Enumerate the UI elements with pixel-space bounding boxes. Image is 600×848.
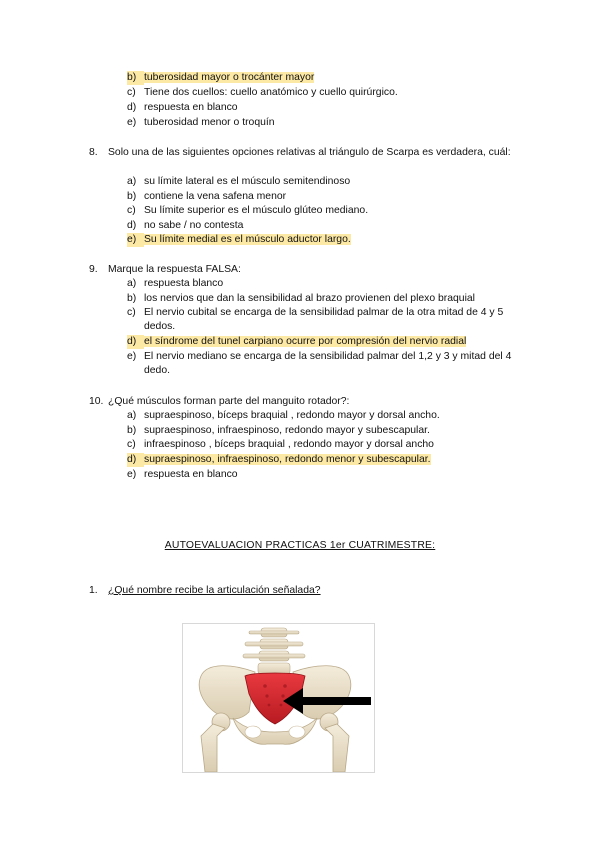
q10-option-a: a) supraespinoso, bíceps braquial , redondo mayor y dorsal ancho. bbox=[127, 410, 440, 421]
q8-option-c: c) Su límite superior es el músculo glúteo mediano. bbox=[127, 205, 369, 216]
q9-option-d: d) el síndrome del tunel carpiano ocurre por compresión del nervio radial bbox=[127, 336, 467, 347]
q8-option-b: b) contiene la vena safena menor bbox=[127, 191, 287, 202]
q10-option-e: e) respuesta en blanco bbox=[127, 469, 238, 480]
q9-option-a: a) respuesta blanco bbox=[127, 278, 224, 289]
q10-option-d: d) supraespinoso, infraespinoso, redondo menor y subescapular. bbox=[127, 454, 431, 465]
q10-option-b: b) supraespinoso, infraespinoso, redondo mayor y subescapular. bbox=[127, 425, 430, 436]
q7-option-d: d) respuesta en blanco bbox=[127, 102, 238, 113]
section-title: AUTOEVALUACION PRACTICAS 1er CUATRIMESTRE: bbox=[164, 540, 436, 551]
lumbar-spine bbox=[243, 628, 305, 674]
question-8: 8. Solo una de las siguientes opciones relativas al triángulo de Scarpa es verdadera, cuál: bbox=[89, 147, 511, 158]
practice-question-1: 1. ¿Qué nombre recibe la articulación señalada? bbox=[89, 585, 321, 596]
q9-option-b: b) los nervios que dan la sensibilidad al brazo provienen del plexo braquial bbox=[127, 293, 475, 304]
question-10: 10. ¿Qué músculos forman parte del manguito rotador?: bbox=[89, 396, 350, 407]
q8-option-d: d) no sabe / no contesta bbox=[127, 220, 244, 231]
q7-option-b: b) tuberosidad mayor o trocánter mayor bbox=[127, 72, 315, 83]
q7-option-c: c) Tiene dos cuellos: cuello anatómico y cuello quirúrgico. bbox=[127, 87, 398, 98]
q9-option-e: e) El nervio mediano se encarga de la sensibilidad palmar del 1,2 y 3 y mitad del 4 dedo. bbox=[127, 351, 512, 376]
pelvis-anatomy-illustration-icon bbox=[183, 624, 374, 772]
q7-option-e: e) tuberosidad menor o troquín bbox=[127, 117, 275, 128]
q8-option-e: e) Su límite medial es el músculo aductor largo. bbox=[127, 234, 351, 245]
q8-option-a: a) su límite lateral es el músculo semitendinoso bbox=[127, 176, 351, 187]
q9-option-c: c) El nervio cubital se encarga de la sensibilidad palmar de la otra mitad de 4 y 5 dedos. bbox=[127, 307, 504, 332]
q10-option-c: c) infraespinoso , bíceps braquial , redondo mayor y dorsal ancho bbox=[127, 439, 434, 450]
question-9: 9. Marque la respuesta FALSA: bbox=[89, 264, 241, 275]
pelvis-figure bbox=[182, 623, 375, 773]
